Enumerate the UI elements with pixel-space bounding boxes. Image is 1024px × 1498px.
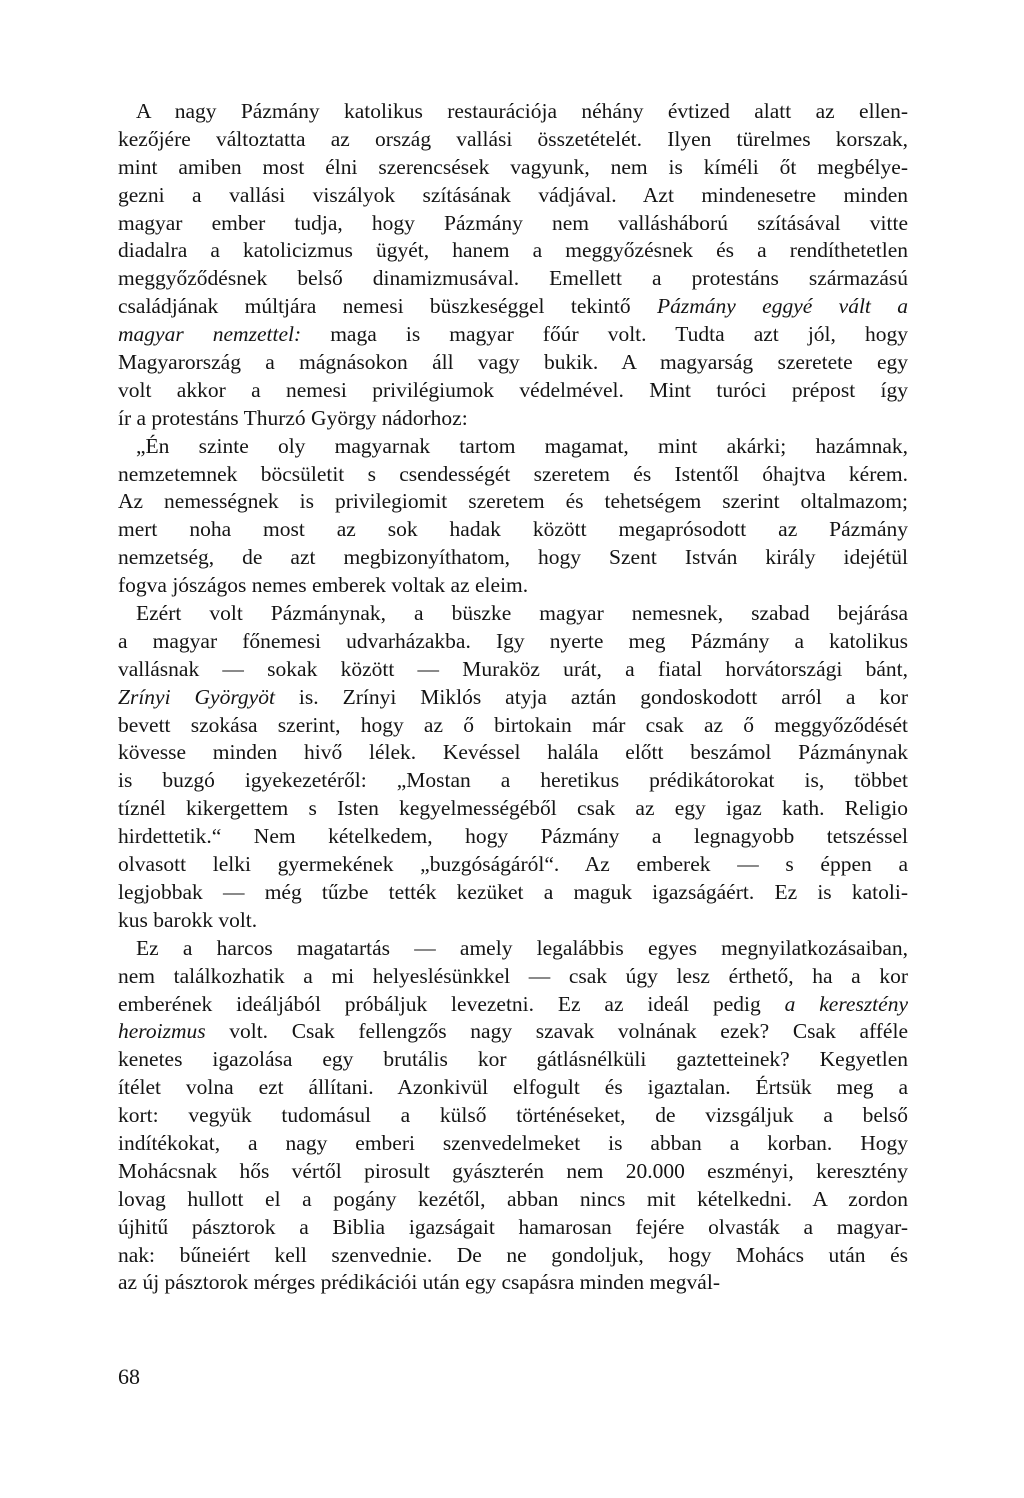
italic-text: Zrínyi Györgyöt	[118, 684, 275, 709]
text-line	[118, 684, 908, 712]
page-number: 68	[118, 1364, 140, 1389]
text-line: kort: vegyük tudomásul a külső történéseket, de vizsgáljuk a belső	[118, 1103, 908, 1128]
text-line: ítélet volna ezt állítani. Azonkivül elfogult és igaztalan. Értsük meg a	[118, 1075, 908, 1100]
text-line: meggyőződésnek belső dinamizmusával. Emellett a protestáns származású	[118, 266, 908, 291]
text-line: nem találkozhatik a mi helyeslésünkkel — csak úgy lesz érthető, ha a kor	[118, 963, 908, 988]
text-line: mert noha most az sok hadak között megaprósodott az Pázmány	[118, 517, 908, 542]
text-segment: családjának múltjára nemesi büszkeséggel tekintő	[118, 294, 657, 319]
text-line: bevett szokása szerint, hogy az ő birtokain már csak az ő meggyőződését	[118, 712, 908, 737]
text-line: kövesse minden hivő lélek. Kevéssel halála előtt beszámol Pázmánynak	[118, 740, 908, 765]
text-line: hirdettetik.“ Nem kételkedem, hogy Pázmány a legnagyobb tetszéssel	[118, 824, 908, 849]
text-line: vallásnak — sokak között — Muraköz urát, a fiatal horvátországi bánt,	[118, 656, 908, 681]
text-segment: emberének ideáljából próbáljuk levezetni. Ez az ideál pedig	[118, 991, 785, 1016]
text-line: kus barokk volt.	[118, 907, 258, 932]
text-line: „Én szinte oly magyarnak tartom magamat, mint akárki; hazámnak,	[136, 433, 908, 458]
italic-text: Pázmány eggyé vált a	[656, 294, 909, 319]
text-line: magyar ember tudja, hogy Pázmány nem vallásháború szításával vitte	[118, 210, 908, 235]
text-line: Az nemességnek is privilegiomit szeretem és tehetségem szerint oltalmazom;	[118, 489, 908, 514]
text-line: újhitű pásztorok a Biblia igazságait hamarosan fejére olvasták a magyar-	[118, 1214, 908, 1239]
text-line: gezni a vallási viszályok szításának vádjával. Azt mindenesetre minden	[118, 182, 908, 207]
document-page	[118, 98, 908, 1297]
text-line: nemzetemnek böcsületit s csendességét szeretem és Istentől óhajtva kérem.	[118, 461, 908, 486]
text-line: Mohácsnak hős vértől pirosult gyászterén nem 20.000 eszményi, keresztény	[118, 1158, 908, 1183]
text-line: mint amiben most élni szerencsések vagyunk, nem is kíméli őt megbélye-	[118, 154, 908, 179]
text-line: kezőjére változtatta az ország vallási összetételét. Ilyen türelmes korszak,	[118, 126, 908, 151]
text-line: diadalra a katolicizmus ügyét, hanem a meggyőzésnek és a rendíthetetlen	[118, 238, 908, 263]
text-line	[118, 321, 908, 349]
text-line: nemzetség, de azt megbizonyíthatom, hogy Szent István király idejétül	[118, 545, 908, 570]
text-line: volt akkor a nemesi privilégiumok védelmével. Mint turóci prépost így	[118, 377, 908, 402]
text-line: lovag hullott el a pogány kezétől, abban nincs mit kételkedni. A zordon	[118, 1186, 908, 1211]
text-line: legjobbak — még tűzbe tették kezüket a maguk igazságáért. Ez is katoli-	[118, 879, 908, 904]
text-line: olvasott lelki gyermekének „buzgóságáról“. Az emberek — s éppen a	[118, 852, 908, 877]
text-line: Magyarország a mágnásokon áll vagy bukik. A magyarság szeretete egy	[118, 350, 908, 375]
text-line: is buzgó igyekezetéről: „Mostan a heretikus prédikátorokat is, többet	[118, 768, 908, 793]
text-segment: is. Zrínyi Miklós atyja aztán gondoskodott arról a kor	[274, 684, 908, 709]
italic-text: a keresztény	[784, 991, 908, 1016]
text-line: indítékokat, a nagy emberi szenvedelmeket is abban a korban. Hogy	[118, 1130, 908, 1155]
text-line: a magyar főnemesi udvarházakba. Igy nyerte meg Pázmány a katolikus	[118, 628, 908, 653]
text-line: kenetes igazolása egy brutális kor gátlásnélküli gaztetteinek? Kegyetlen	[118, 1047, 908, 1072]
text-line	[118, 293, 908, 321]
text-line: Ez a harcos magatartás — amely legalábbis egyes megnyilatkozásaiban,	[136, 935, 908, 960]
text-line: az új pásztorok mérges prédikációi után egy csapásra minden megvál-	[118, 1270, 720, 1295]
italic-text: heroizmus	[118, 1019, 206, 1044]
text-line: A nagy Pázmány katolikus restaurációja néhány évtized alatt az ellen-	[136, 99, 908, 123]
text-line: tíznél kikergettem s Isten kegyelmességéből csak az egy igaz kath. Religio	[118, 796, 908, 821]
text-line: ír a protestáns Thurzó György nádorhoz:	[118, 405, 468, 430]
body-text	[118, 98, 908, 1297]
text-segment: volt. Csak fellengzős nagy szavak volnának ezek? Csak afféle	[205, 1019, 908, 1044]
text-segment: maga is magyar főúr volt. Tudta azt jól, hogy	[301, 322, 908, 347]
text-line: fogva jószágos nemes emberek voltak az eleim.	[118, 573, 529, 598]
text-line	[118, 1018, 908, 1046]
text-line: Ezért volt Pázmánynak, a büszke magyar nemesnek, szabad bejárása	[136, 601, 908, 626]
text-line: nak: bűneiért kell szenvednie. De ne gondoljuk, hogy Mohács után és	[118, 1242, 908, 1267]
italic-text: magyar nemzettel:	[118, 322, 302, 347]
text-line	[118, 991, 908, 1019]
